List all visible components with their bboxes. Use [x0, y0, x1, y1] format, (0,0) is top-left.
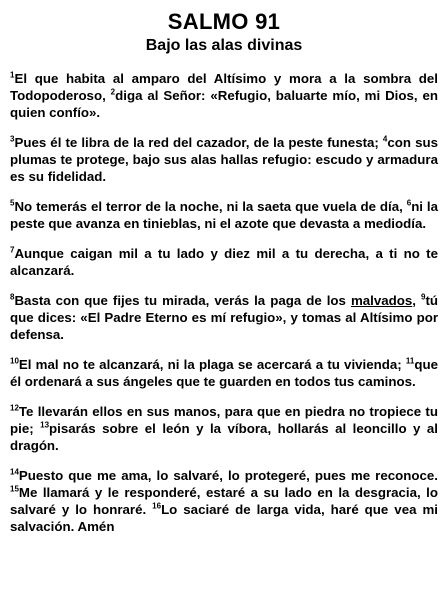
- verse-paragraph: [10, 70, 438, 121]
- verse-text: diga al Señor: «Refugio, baluarte mío, mi Dios, en quien confío».: [10, 88, 438, 120]
- verse-text: Lo saciaré de larga vida, haré que vea mi salvación. Amén: [10, 502, 438, 534]
- verse-text: ni la peste que avanza en tinieblas, ni el azote que devasta a mediodía.: [10, 199, 438, 231]
- verse-paragraph: [10, 356, 438, 390]
- verse-paragraph: [10, 198, 438, 232]
- verse-number: 4: [382, 134, 388, 144]
- verse-text: Aunque caigan mil a tu lado y diez mil a tu derecha, a ti no te alcanzará.: [10, 246, 438, 278]
- verse-paragraph: [10, 467, 438, 535]
- verse-paragraph: [10, 134, 438, 185]
- verse-text: Puesto que me ama, lo salvaré, lo protegeré, pues me reconoce.: [18, 468, 438, 483]
- page-subtitle: Bajo las alas divinas: [145, 37, 303, 54]
- verse-paragraph: [10, 403, 438, 454]
- verse-text: Basta con que fijes tu mirada, verás la paga de los: [14, 293, 351, 308]
- verse-number: 15: [10, 484, 19, 494]
- verse-number: 3: [10, 134, 15, 144]
- verse-number: 12: [10, 403, 19, 413]
- verse-text: pisarás sobre el león y la víbora, hollarás al leoncillo y al dragón.: [10, 421, 438, 453]
- verse-number: 7: [10, 245, 15, 255]
- verse-text: No temerás el terror de la noche, ni la saeta que vuela de día,: [14, 199, 407, 214]
- verse-number: 1: [10, 70, 15, 80]
- verse-text: El mal no te alcanzará, ni la plaga se acercará a tu vivienda;: [18, 357, 406, 372]
- verse-text: Pues él te libra de la red del cazador, de la peste funesta;: [14, 135, 383, 150]
- psalm-body: [10, 70, 438, 535]
- page-title: SALMO 91: [167, 9, 281, 34]
- verse-number: 13: [40, 420, 50, 430]
- underlined-word: malvados: [350, 293, 413, 308]
- verse-number: 2: [110, 87, 116, 97]
- verse-number: 14: [10, 467, 19, 477]
- verse-paragraph: [10, 292, 438, 343]
- verse-number: 6: [406, 198, 412, 208]
- verse-text: Me llamará y le responderé, estaré a su lado en la desgracia, lo salvaré y lo honraré.: [10, 485, 438, 517]
- verse-text: Te llevarán ellos en sus manos, para que en piedra no tropiece tu pie;: [10, 404, 438, 436]
- verse-text: ,: [412, 293, 421, 308]
- verse-text: con sus plumas te protege, bajo sus alas hallas refugio: escudo y armadura es su fidelidad.: [10, 135, 438, 184]
- verse-text: tú que dices: «El Padre Eterno es mí refugio», y tomas al Altísimo por defensa.: [10, 293, 439, 342]
- verse-number: 10: [10, 356, 19, 366]
- verse-number: 5: [10, 198, 15, 208]
- verse-text: El que habita al amparo del Altísimo y mora a la sombra del Todopoderoso,: [10, 71, 438, 103]
- verse-number: 16: [152, 501, 162, 511]
- verse-text: que él ordenará a sus ángeles que te guarden en todos tus caminos.: [10, 357, 438, 389]
- verse-paragraph: [10, 245, 438, 279]
- verse-number: 9: [421, 292, 426, 302]
- verse-number: 11: [405, 356, 415, 366]
- verse-number: 8: [10, 292, 15, 302]
